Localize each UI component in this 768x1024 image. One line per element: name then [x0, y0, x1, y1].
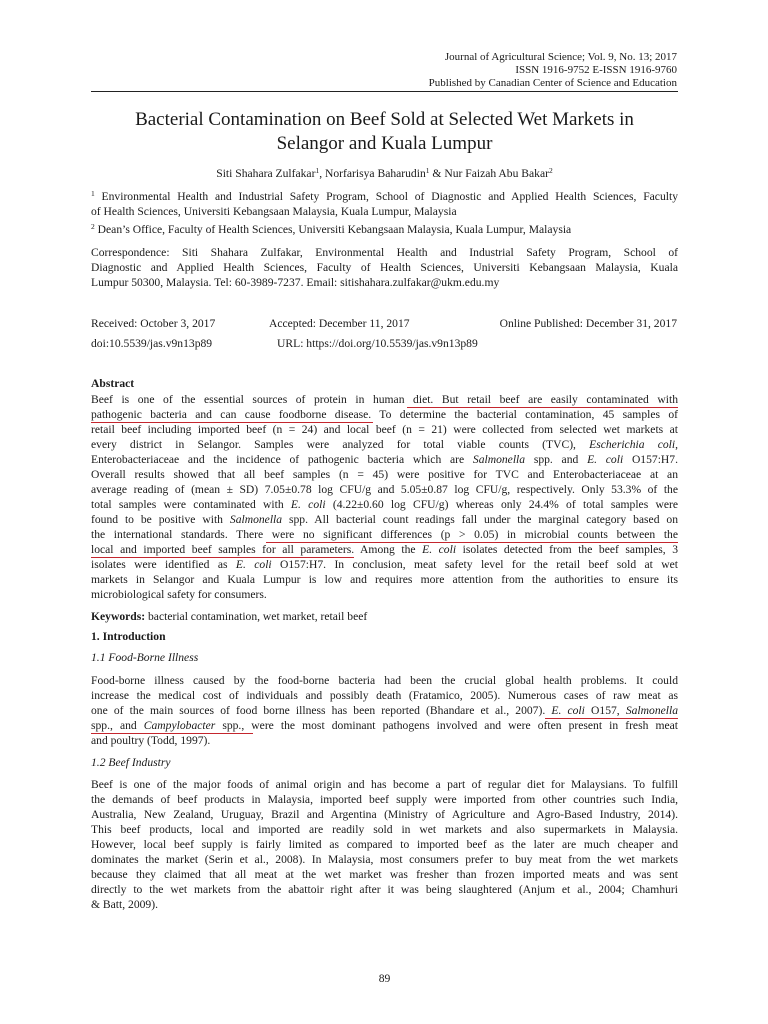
highlight-underline: [91, 557, 354, 558]
highlight-underline: [91, 733, 253, 734]
abstract-line: [91, 513, 678, 527]
intro-line: increase the medical cost of individuals and possibly death (Fratamico, 2005). Numerous cases of raw meat as: [91, 689, 678, 702]
highlight-underline: [91, 422, 373, 423]
abstract-line: the international standards. There were no significant differences (p > 0.05) in microbial counts between the: [91, 528, 678, 541]
author-2-affil: 1: [425, 166, 430, 175]
beef-industry-line: Beef is one of the major foods of animal origin and has become a part of regular diet for Malaysians. To fulfill: [91, 778, 678, 791]
highlight-underline: [545, 718, 678, 719]
journal-line: Journal of Agricultural Science; Vol. 9, No. 13; 2017: [444, 51, 677, 63]
species-name: E. coli: [235, 558, 272, 571]
published-date: Online Published: December 31, 2017: [499, 317, 677, 330]
publisher-line: Published by Canadian Center of Science and Education: [428, 77, 677, 89]
species-name: Salmonella: [472, 453, 526, 466]
keywords-text: bacterial contamination, wet market, retail beef: [145, 610, 368, 623]
paper-title-line-2: Selangor and Kuala Lumpur: [276, 133, 493, 154]
abstract-text: isolates were identified as: [91, 558, 228, 571]
abstract-line: [91, 543, 678, 557]
abstract-text: found to be positive with: [91, 513, 223, 526]
abstract-text: O157:H7. In conclusion, meat safety level for the retail beef sold at wet: [280, 558, 678, 571]
abstract-text: Enterobacteriaceae and the incidence of pathogenic bacteria which are: [91, 453, 465, 466]
intro-line: [91, 704, 678, 718]
correspondence-line-1: Correspondence: Siti Shahara Zulfakar, Environmental Health and Industrial Safety Program, School of: [91, 246, 678, 259]
abstract-text: every district in Selangor. Samples were analyzed for total viable counts (TVC),: [91, 438, 576, 451]
abstract-text: spp. and: [533, 453, 579, 466]
abstract-text: local and imported beef samples for all parameters. Among the: [91, 543, 416, 556]
species-name: Salmonella: [625, 704, 678, 717]
intro-line: [91, 719, 678, 733]
abstract-line: microbiological safety for consumers.: [91, 588, 267, 601]
abstract-text: (4.22±0.60 log CFU/g) whereas only 24.4% of total samples were: [332, 498, 679, 511]
affiliation-2-number: 2: [91, 222, 95, 231]
species-name: Campylobacter: [143, 719, 216, 732]
author-sep-2: &: [429, 167, 445, 180]
abstract-text: total samples were contaminated with: [91, 498, 284, 511]
species-name: E. coli: [422, 543, 457, 556]
author-3: Nur Faizah Abu Bakar: [444, 167, 549, 180]
beef-industry-line: This beef products, local and imported are readily sold in wet markets and also supermarkets in Malaysia.: [91, 823, 678, 836]
intro-line: and poultry (Todd, 1997).: [91, 734, 211, 747]
affiliation-2-text: Dean’s Office, Faculty of Health Sciences, Universiti Kebangsaan Malaysia, Kuala Lumpur, Malaysia: [94, 223, 572, 236]
intro-text: O157,: [584, 704, 626, 717]
author-1-affil: 1: [315, 166, 320, 175]
highlight-underline: [266, 542, 678, 543]
beef-industry-line: because they claimed that all meat at the wet market was fresher than frozen imported meats and was sent: [91, 868, 678, 881]
abstract-line: [91, 453, 678, 467]
paper-title-line-1: Bacterial Contamination on Beef Sold at Selected Wet Markets in: [135, 109, 634, 130]
author-1: Siti Shahara Zulfakar: [216, 167, 316, 180]
intro-line: Food-borne illness caused by the food-borne bacteria had been the crucial global health problems. It could: [91, 674, 678, 687]
intro-text: one of the main sources of food borne illness has been reported (Bhandare et al., 2007).: [91, 704, 546, 717]
abstract-line: pathogenic bacteria and can cause foodborne disease. To determine the bacterial contamination, 45 samples of: [91, 408, 678, 421]
author-3-affil: 2: [548, 166, 553, 175]
species-name: Salmonella: [229, 513, 283, 526]
abstract-line: Beef is one of the essential sources of protein in human diet. But retail beef are easily contaminated with: [91, 393, 678, 406]
species-name: E. coli: [587, 453, 624, 466]
header-rule: [91, 91, 678, 92]
keywords-label: Keywords:: [91, 610, 146, 623]
abstract-line: Overall results showed that all beef samples (n = 45) were positive for TVC and Enterobacteriaceae at an: [91, 468, 678, 481]
species-name: Escherichia coli: [589, 438, 676, 451]
beef-industry-line: Australia, New Zealand, Uruguay, Brazil and Argentina (Ministry of Agriculture and Agro-Based Industry, 2014).: [91, 808, 678, 821]
abstract-line: [91, 498, 678, 512]
abstract-heading: Abstract: [91, 377, 135, 390]
abstract-line: retail beef including imported beef (n = 24) and local beef (n = 21) were collected from selected wet markets at: [91, 423, 678, 436]
beef-industry-line: & Batt, 2009).: [91, 898, 158, 911]
affiliation-1: [91, 190, 678, 204]
accepted-date: Accepted: December 11, 2017: [269, 317, 410, 330]
species-name: E. coli: [551, 704, 585, 717]
affiliation-1-number: 1: [91, 189, 95, 198]
abstract-line: markets in Selangor and Kuala Lumpur is low and requires more attention from the authorities to ensure its: [91, 573, 678, 586]
beef-industry-line: directly to the wet markets from the abattoir right after it was being slaughtered (Anjum et al., 2004; Chamhuri: [91, 883, 678, 896]
subsection-heading-food-borne: 1.1 Food-Borne Illness: [91, 651, 199, 664]
intro-text: spp., were the most dominant pathogens involved and were often present in fresh meat: [215, 719, 678, 732]
author-list: [91, 167, 678, 181]
abstract-line: average reading of (mean ± SD) 7.05±0.78 log CFU/g and 5.05±0.87 log CFU/g, respectively. Only 53.3% of the: [91, 483, 678, 496]
beef-industry-line: dominates the market (Serin et al., 2008). In Malaysia, most consumers prefer to buy meat from the wet markets: [91, 853, 678, 866]
highlight-underline: [407, 407, 678, 408]
url-link[interactable]: URL: https://doi.org/10.5539/jas.v9n13p89: [277, 337, 478, 350]
abstract-text: spp. All bacterial count readings fall under the marginal category based on: [282, 513, 678, 526]
keywords: [91, 610, 367, 624]
species-name: E. coli: [290, 498, 326, 511]
affiliation-2: [91, 223, 571, 237]
abstract-line: [91, 438, 678, 452]
author-sep-1: ,: [319, 167, 325, 180]
beef-industry-line: However, local beef supply is fairly limited as compared to imported beef as the later are much cheaper and: [91, 838, 678, 851]
intro-text: spp., and: [91, 719, 144, 732]
affiliation-1-cont: of Health Sciences, Universiti Kebangsaan Malaysia, Kuala Lumpur, Malaysia: [91, 205, 457, 218]
beef-industry-line: the demands of beef products in Malaysia, imported beef supply were imported from other countries such India,: [91, 793, 678, 806]
correspondence-line-3: Lumpur 50300, Malaysia. Tel: 60-3989-7237. Email: sitishahara.zulfakar@ukm.edu.my: [91, 276, 500, 289]
author-2: Norfarisya Baharudin: [324, 167, 426, 180]
issn-line: ISSN 1916-9752 E-ISSN 1916-9760: [515, 64, 677, 76]
received-date: Received: October 3, 2017: [91, 317, 216, 330]
abstract-text: ,: [675, 438, 678, 451]
correspondence-line-2: Diagnostic and Applied Health Sciences, Faculty of Health Sciences, Universiti Kebangsaan Malaysia, Kuala: [91, 261, 678, 274]
page-number: 89: [378, 972, 391, 985]
doi[interactable]: doi:10.5539/jas.v9n13p89: [91, 337, 213, 350]
section-heading-introduction: 1. Introduction: [91, 630, 166, 643]
subsection-heading-beef-industry: 1.2 Beef Industry: [91, 756, 171, 769]
abstract-text: isolates detected from the beef samples, 3: [462, 543, 679, 556]
abstract-text: O157:H7.: [631, 453, 678, 466]
abstract-line: [91, 558, 678, 572]
affiliation-1-text: Environmental Health and Industrial Safety Program, School of Diagnostic and Applied Health Sciences, Faculty: [94, 190, 678, 203]
